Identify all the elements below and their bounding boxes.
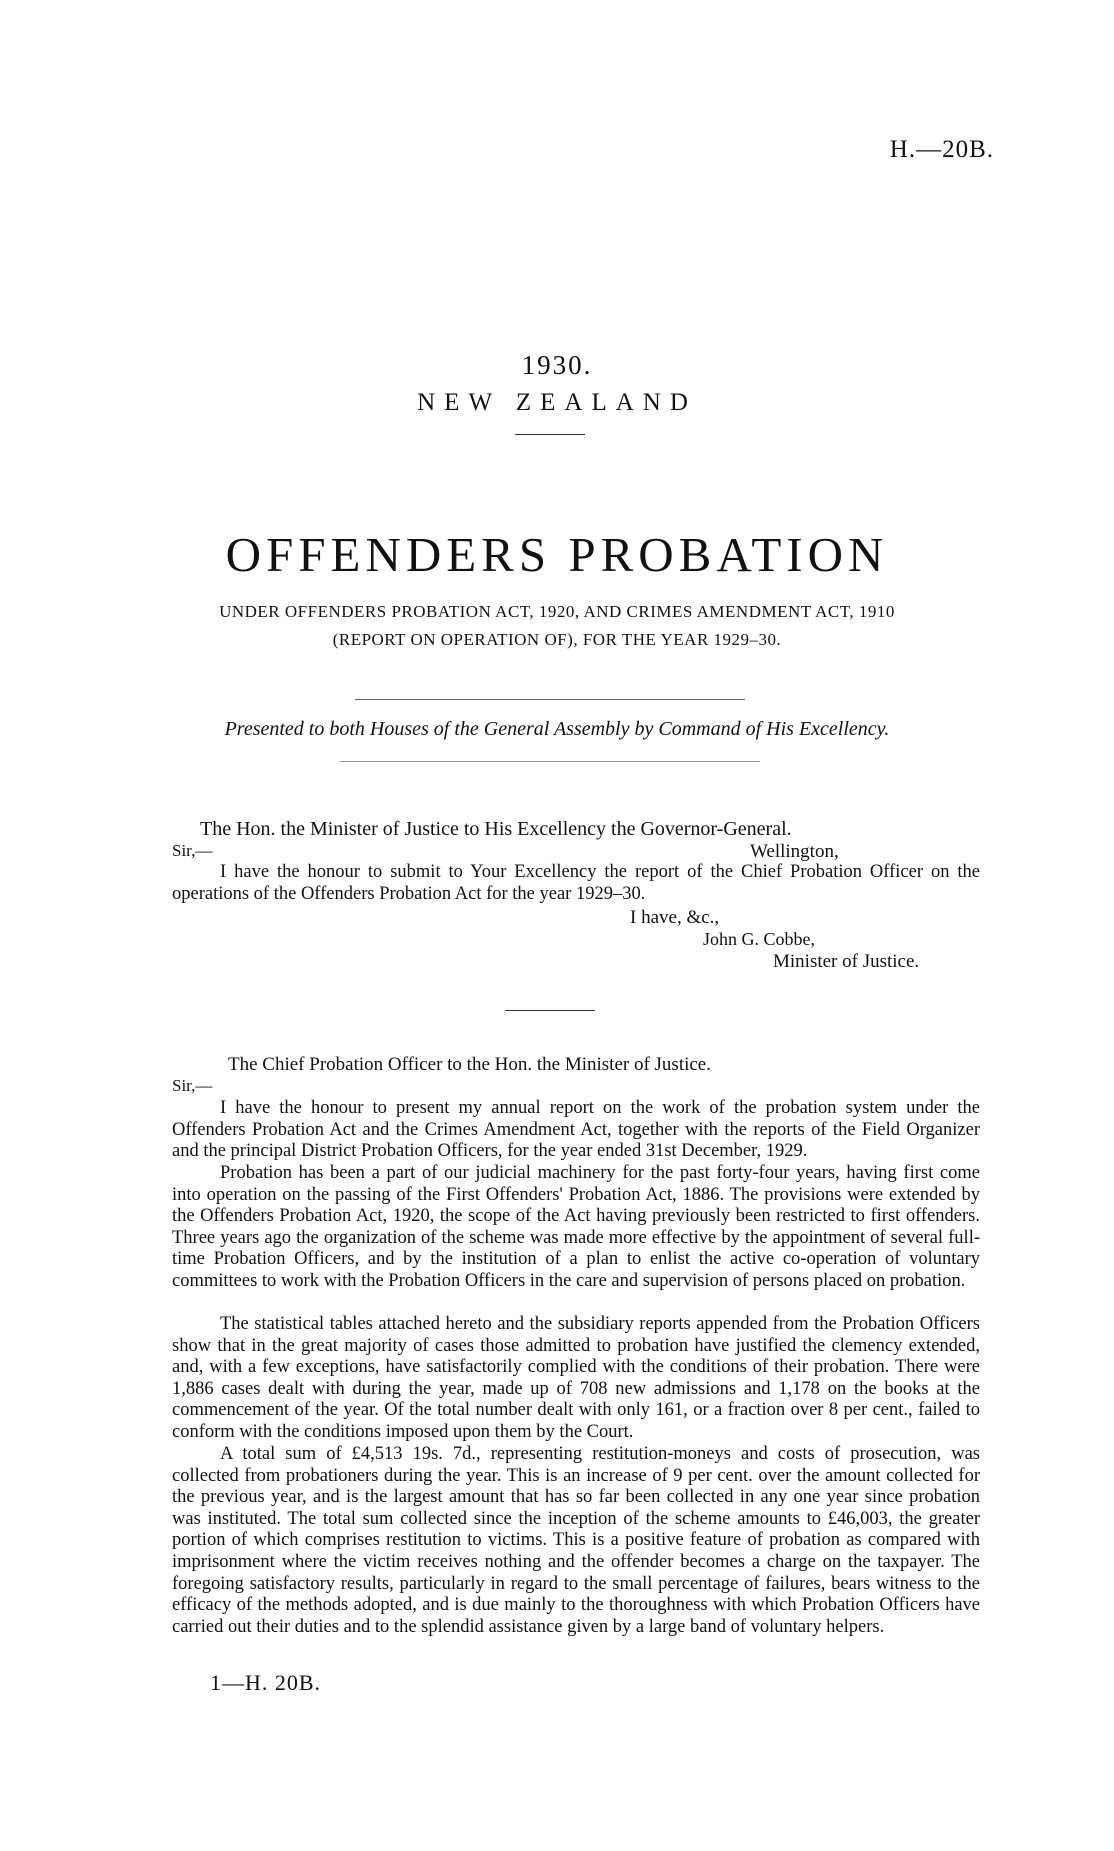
letter1-closing: I have, &c., xyxy=(630,907,720,928)
divider xyxy=(505,1010,595,1011)
subtitle-line-2: (REPORT ON OPERATION OF), FOR THE YEAR 1929–30. xyxy=(332,630,782,649)
paragraph: I have the honour to present my annual report on the work of the probation system under the Offenders Probation Act and the Crimes Amendment Act, together with the reports of the Field Organizer and the principal District Probation Officers, for the year ended 31st December, 1929. xyxy=(172,1098,980,1162)
divider xyxy=(515,434,585,435)
paragraph: Probation has been a part of our judicial machinery for the past forty-four years, having first come into operation on the passing of the First Offenders' Probation Act, 1886. The provisions were extended by the Offenders Probation Act, 1920, the scope of the Act having previously been restricted to first offenders. Three years ago the organization of the scheme was made more effective by the appointment of several full-time Probation Officers, and by the institution of a plan to enlist the active co-operation of voluntary committees to work with the Probation Officers in the care and supervision of persons placed on probation. xyxy=(172,1163,980,1291)
paragraph: A total sum of £4,513 19s. 7d., representing restitution-moneys and costs of prosecution, was collected from probationers during the year. This is an increase of 9 per cent. over the amount collected for the previous year, and is the largest amount that has so far been collected in any one year since probation was instituted. The total sum collected since the inception of the scheme amounts to £46,003, the greater portion of which comprises restitution to victims. This is a positive feature of probation as compared with imprisonment where the victim receives nothing and the offender becomes a charge on the taxpayer. The foregoing satisfactory results, particularly in regard to the small percentage of failures, bears witness to the efficacy of the methods adopted, and is due mainly to the thoroughness with which Probation Officers have carried out their duties and to the splendid assistance given by a large band of voluntary helpers. xyxy=(172,1444,980,1637)
presented-line: Presented to both Houses of the General Assembly by Command of His Excellency. xyxy=(224,718,890,740)
subtitle-line-1: UNDER OFFENDERS PROBATION ACT, 1920, AND CRIMES AMENDMENT ACT, 1910 xyxy=(219,602,895,621)
letter1-place: Wellington, xyxy=(750,841,839,862)
paragraph: The statistical tables attached hereto and the subsidiary reports appended from the Probation Officers show that in the great majority of cases those admitted to probation have justified the clemency extended, and, with a few exceptions, have satisfactorily complied with the conditions of their probation. There were 1,886 cases dealt with during the year, made up of 708 new admissions and 1,178 on the books at the commencement of the year. Of the total number dealt with only 161, or a fraction over 8 per cent., failed to conform with the conditions imposed upon them by the Court. xyxy=(172,1314,980,1442)
letter1-signature: John G. Cobbe, xyxy=(703,929,815,949)
letter2-salutation: Sir,— xyxy=(172,1076,213,1095)
divider xyxy=(340,761,760,762)
signature-mark: 1—H. 20B. xyxy=(210,1670,322,1695)
letter1-salutation: Sir,— xyxy=(172,841,213,860)
letter2-heading: The Chief Probation Officer to the Hon. the Minister of Justice. xyxy=(228,1054,711,1075)
document-title: OFFENDERS PROBATION xyxy=(225,527,889,582)
letter1-heading: The Hon. the Minister of Justice to His Excellency the Governor-General. xyxy=(200,818,792,840)
letter1-body: I have the honour to submit to Your Excellency the report of the Chief Probation Officer on the operations of the Offenders Probation Act for the year 1929–30. xyxy=(172,862,980,904)
divider xyxy=(355,699,745,700)
document-reference: H.—20B. xyxy=(889,136,994,163)
country: NEW ZEALAND xyxy=(417,389,697,416)
letter1-signature-title: Minister of Justice. xyxy=(773,951,920,972)
year: 1930. xyxy=(521,350,593,380)
